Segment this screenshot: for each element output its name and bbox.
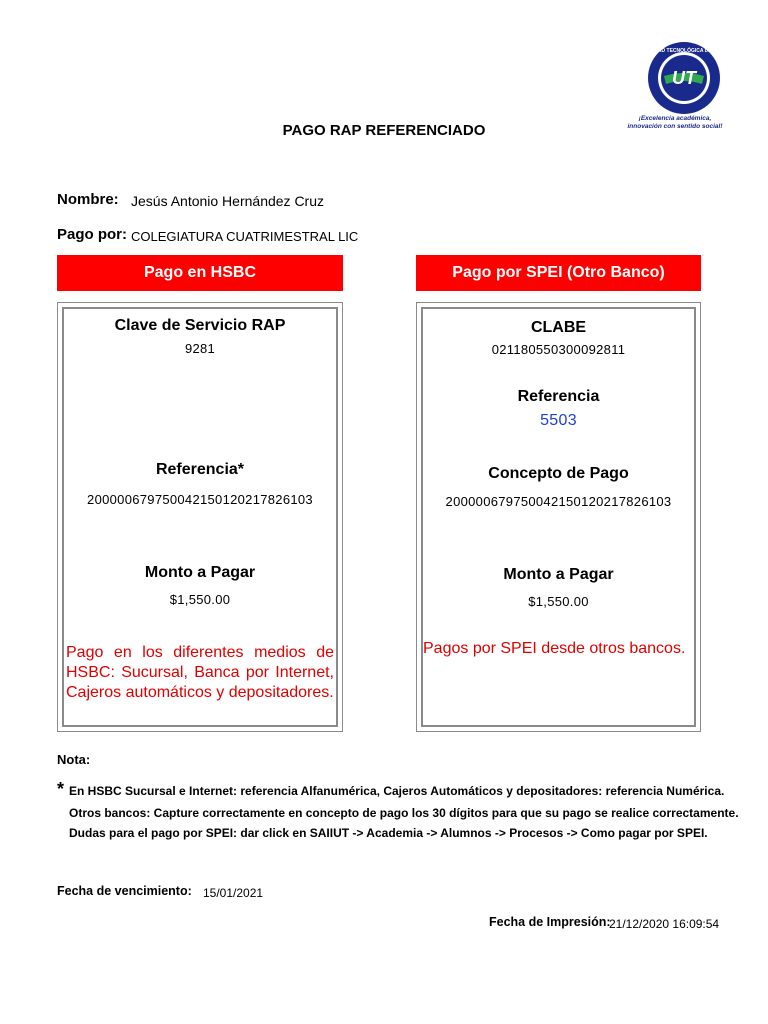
nombre-value: Jesús Antonio Hernández Cruz [131,193,324,209]
pago-por-label: Pago por: [57,226,127,243]
page-title: PAGO RAP REFERENCIADO [282,122,486,139]
spei-concepto-value: 200000679750042150120217826103 [445,494,672,509]
hsbc-note: Pago en los diferentes medios de HSBC: Sucursal, Banca por Internet, Cajeros automáticos y depositadores. [66,644,334,701]
slogan-line1: ¡Excelencia académica, [638,115,712,122]
university-logo [630,40,738,116]
slogan-line2: innovación con sentido social! [627,123,723,130]
impresion-value: 21/12/2020 16:09:54 [609,917,720,931]
notes-line1: En HSBC Sucursal e Internet: referencia Alfanumérica, Cajeros Automáticos y depositadores: referencia Numérica. [69,784,725,798]
logo-monogram: UT [672,68,696,88]
notes-asterisk: * [57,779,65,799]
spei-panel [416,302,701,732]
logo-ring-text: UNIVERSIDAD TECNOLÓGICA DE TABASCO [630,48,738,54]
hsbc-bar: Pago en HSBC [57,255,343,291]
hsbc-panel [57,302,343,732]
spei-note: Pagos por SPEI desde otros bancos. [423,640,686,657]
notes-line2: Otros bancos: Capture correctamente en concepto de pago los 30 dígitos para que su pago se realice correctamente. [69,806,739,820]
hsbc-panel-inner [62,307,338,727]
vencimiento-label: Fecha de vencimiento: [57,884,192,898]
notes-heading: Nota: [57,752,91,767]
hsbc-clave-heading: Clave de Servicio RAP [114,317,286,334]
vencimiento-value: 15/01/2021 [203,886,264,900]
spei-bar: Pago por SPEI (Otro Banco) [416,255,701,291]
pago-por-value: COLEGIATURA CUATRIMESTRAL LIC [131,229,359,244]
hsbc-monto-value: $1,550.00 [169,592,231,607]
spei-monto-value: $1,550.00 [528,594,589,609]
hsbc-clave-value: 9281 [184,341,216,356]
hsbc-referencia-heading: Referencia* [155,461,245,478]
hsbc-monto-heading: Monto a Pagar [144,564,256,581]
spei-clabe-value: 021180550300092811 [491,342,626,357]
notes-line3: Dudas para el pago por SPEI: dar click en SAIIUT -> Academia -> Alumnos -> Procesos -> Como pagar por SPEI. [69,826,708,840]
hsbc-referencia-value: 200000679750042150120217826103 [87,492,313,507]
spei-referencia-value: 5503 [540,412,577,429]
spei-clabe-heading: CLABE [530,319,587,336]
impresion-label: Fecha de Impresión: [489,915,611,929]
spei-panel-inner [421,307,696,727]
spei-concepto-heading: Concepto de Pago [488,465,629,482]
spei-monto-heading: Monto a Pagar [503,566,614,583]
spei-referencia-heading: Referencia [517,388,600,405]
nombre-label: Nombre: [57,191,119,208]
